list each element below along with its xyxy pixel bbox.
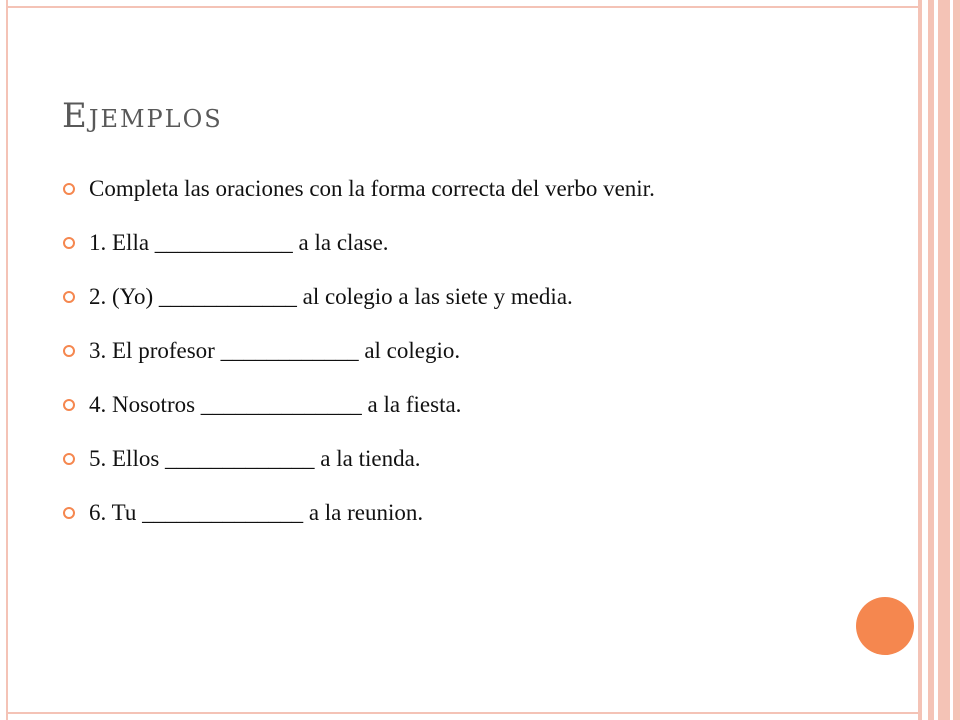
list-item [62,389,842,420]
orange-ring-bullet-icon [63,453,75,465]
list-item-text: 5. Ellos _____________ a la tienda. [89,446,421,471]
list-item [62,497,842,528]
orange-ring-bullet-icon [63,507,75,519]
orange-ring-bullet-icon [63,345,75,357]
list-item [62,335,842,366]
list-item [62,443,842,474]
list-item [62,227,842,258]
list-item [62,173,842,204]
list-item-text: 1. Ella ____________ a la clase. [89,230,389,255]
orange-ring-bullet-icon [63,291,75,303]
orange-ring-bullet-icon [63,399,75,411]
top-border-line [6,6,919,8]
slide-title: Ejemplos [62,96,223,136]
list-item-text: 4. Nosotros ______________ a la fiesta. [89,392,462,417]
bullet-list [62,173,842,551]
stripe [938,0,950,720]
list-item-text: 6. Tu ______________ a la reunion. [89,500,424,525]
orange-circle-decoration [856,597,914,655]
left-border-line [6,0,8,720]
stripe [953,0,960,720]
right-decorative-stripes [918,0,960,720]
list-item-text: Completa las oraciones con la forma correcta del verbo venir. [89,176,655,201]
list-item [62,281,842,312]
list-item-text: 2. (Yo) ____________ al colegio a las siete y media. [89,284,573,309]
bottom-border-line [6,712,919,714]
orange-ring-bullet-icon [63,183,75,195]
orange-ring-bullet-icon [63,237,75,249]
list-item-text: 3. El profesor ____________ al colegio. [89,338,461,363]
